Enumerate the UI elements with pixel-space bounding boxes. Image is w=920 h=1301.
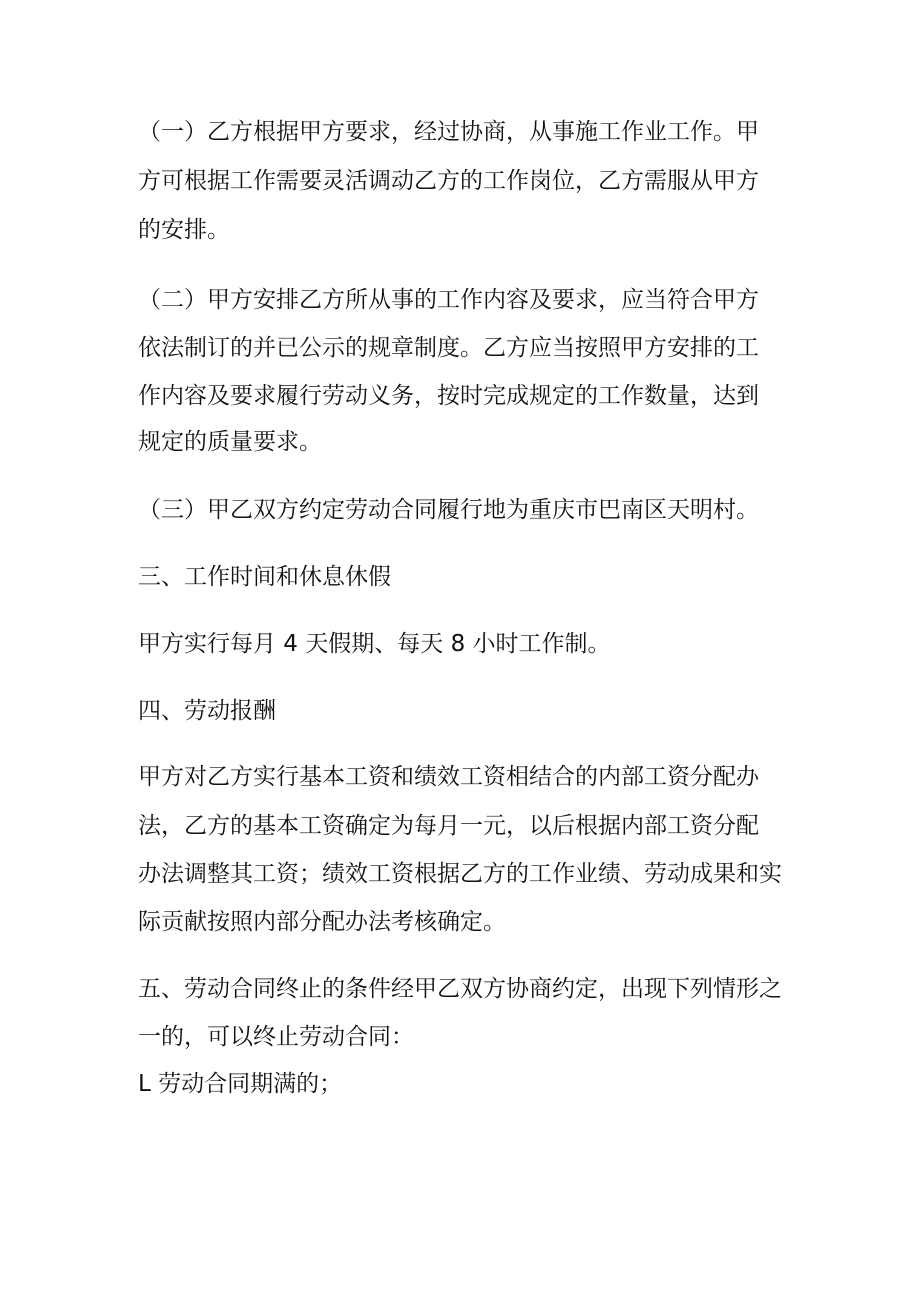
work-schedule-text: 甲方实行每月 4 天假期、每天 8 小时工作制。 (138, 631, 611, 657)
clause-3-line-1: （三）甲乙双方约定劳动合同履行地为重庆市巴南区天明村。 (138, 497, 759, 523)
pay-para-line-2: 法，乙方的基本工资确定为每月一元，以后根据内部工资分配 (138, 813, 759, 839)
clause-1-line-3: 的安排。 (138, 217, 230, 243)
pay-para-line-4: 际贡献按照内部分配办法考核确定。 (138, 909, 506, 935)
pay-para-line-3: 办法调整其工资；绩效工资根据乙方的工作业绩、劳动成果和实 (138, 861, 782, 887)
clause-2-line-3: 作内容及要求履行劳动义务，按时完成规定的工作数量，达到 (138, 383, 759, 409)
clause-2-line-2: 依法制订的并已公示的规章制度。乙方应当按照甲方安排的工 (138, 335, 759, 361)
termination-item-1: L 劳动合同期满的； (138, 1071, 343, 1097)
clause-1-line-1: （一）乙方根据甲方要求，经过协商，从事施工作业工作。甲 (138, 119, 759, 145)
section-5-line-2: 一的，可以终止劳动合同： (138, 1024, 414, 1050)
section-3-heading: 三、工作时间和休息休假 (138, 564, 391, 590)
pay-para-line-1: 甲方对乙方实行基本工资和绩效工资相结合的内部工资分配办 (138, 764, 759, 790)
section-5-line-1: 五、劳动合同终止的条件经甲乙双方协商约定，出现下列情形之 (138, 976, 782, 1002)
clause-1-line-2: 方可根据工作需要灵活调动乙方的工作岗位，乙方需服从甲方 (138, 168, 759, 194)
clause-2-line-4: 规定的质量要求。 (138, 429, 322, 455)
section-4-heading: 四、劳动报酬 (138, 698, 276, 724)
clause-2-line-1: （二）甲方安排乙方所从事的工作内容及要求，应当符合甲方 (138, 287, 759, 313)
